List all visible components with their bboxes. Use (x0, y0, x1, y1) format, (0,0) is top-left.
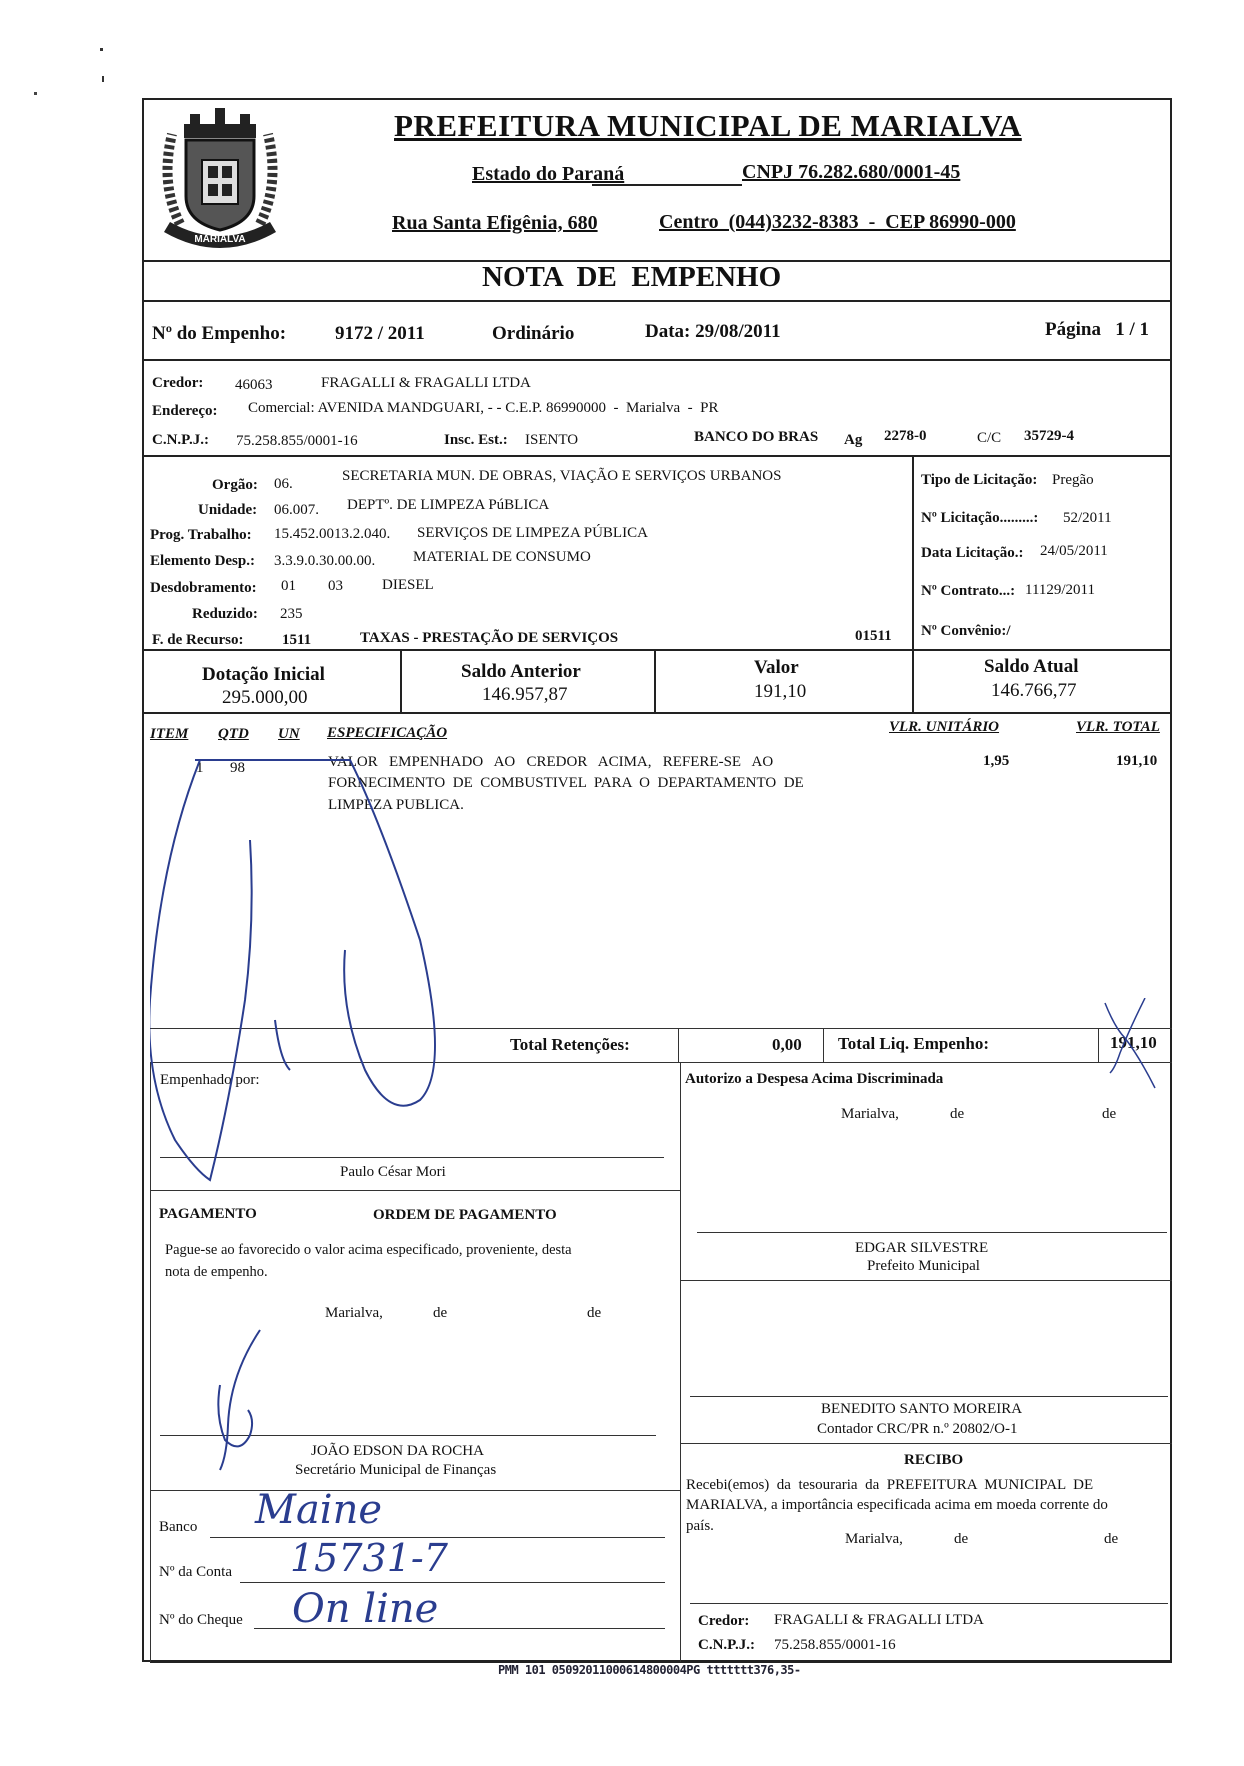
recibo-de-1: de (954, 1531, 969, 1547)
secretario-signature-scribble (200, 1325, 300, 1475)
recibo-line-1: Recebi(emos) da tesouraria da PREFEITURA MUNICIPAL DE (686, 1477, 1094, 1493)
dotacao-inicial-value: 295.000,00 (222, 687, 308, 708)
empenho-number-label: Nº do Empenho: (152, 323, 287, 344)
dotacao-inicial-label: Dotação Inicial (202, 664, 325, 685)
total-initials-scribble (1095, 998, 1165, 1093)
un-header: UN (278, 726, 300, 742)
divider (912, 455, 914, 649)
tipo-licitacao: Pregão (1052, 472, 1094, 488)
agency-number: 2278-0 (884, 428, 927, 444)
item-number: 1 (196, 760, 204, 776)
ordem-pagamento-label: ORDEM DE PAGAMENTO (373, 1207, 557, 1223)
fonte-code: 1511 (282, 632, 312, 648)
state-name: Estado do Paraná (472, 163, 625, 185)
credor-name: FRAGALLI & FRAGALLI LTDA (321, 375, 531, 391)
divider (142, 712, 1172, 714)
municipality-cnpj: CNPJ 76.282.680/0001-45 (742, 161, 961, 183)
vlr-total-header: VLR. TOTAL (1076, 719, 1160, 735)
secretario-role: Secretário Municipal de Finanças (295, 1462, 497, 1478)
divider (142, 455, 1172, 457)
total-retencoes-label: Total Retenções: (510, 1035, 630, 1054)
address-line: Rua Santa Efigênia, 680 (392, 212, 598, 234)
account-label: C/C (977, 430, 1002, 446)
credor-code: 46063 (235, 377, 273, 393)
account-number: 35729-4 (1024, 428, 1074, 444)
pagamento-text-line-1: Pague-se ao favorecido o valor acima especificado, proveniente, desta (165, 1242, 572, 1258)
contador-role: Contador CRC/PR n.º 20802/O-1 (817, 1421, 1018, 1437)
empenhado-por-label: Empenhado por: (160, 1072, 260, 1088)
conta-label: Nº da Conta (159, 1564, 232, 1580)
divider (912, 649, 914, 712)
empenho-type: Ordinário (492, 323, 575, 344)
total-retencoes-value: 0,00 (772, 1035, 802, 1054)
data-licitacao-label: Data Licitação.: (921, 545, 1024, 561)
fonte-label: F. de Recurso: (152, 632, 244, 648)
prog-name: SERVIÇOS DE LIMPEZA PÚBLICA (417, 525, 648, 541)
convenio-label: Nº Convênio:/ (921, 623, 1011, 639)
recibo-de-2: de (1104, 1531, 1119, 1547)
divider (400, 649, 402, 712)
pagamento-de-2: de (587, 1305, 602, 1321)
stray-mark (100, 48, 103, 51)
prefeito-role: Prefeito Municipal (867, 1258, 980, 1274)
saldo-anterior-label: Saldo Anterior (461, 661, 581, 682)
empenho-date: Data: 29/08/2011 (645, 321, 781, 342)
credor-label: Credor: (152, 375, 204, 391)
autorizo-city: Marialva, (841, 1106, 899, 1122)
divider (823, 1028, 824, 1062)
autorizo-label: Autorizo a Despesa Acima Discriminada (685, 1071, 944, 1087)
conta-handwritten: 15731-7 (290, 1536, 448, 1580)
recibo-line-3: país. (686, 1518, 714, 1534)
autorizo-de-1: de (950, 1106, 965, 1122)
recibo-cnpj: 75.258.855/0001-16 (774, 1637, 896, 1653)
pagamento-de-1: de (433, 1305, 448, 1321)
unidade-label: Unidade: (198, 502, 258, 518)
saldo-atual-label: Saldo Atual (984, 656, 1079, 677)
address-label: Endereço: (152, 403, 218, 419)
contador-name: BENEDITO SANTO MOREIRA (821, 1401, 1023, 1417)
recibo-line-2: MARIALVA, a importância especificada acima em moeda corrente do (686, 1497, 1108, 1513)
prefeito-name: EDGAR SILVESTRE (855, 1240, 989, 1256)
numero-licitacao-label: Nº Licitação.........: (921, 510, 1039, 526)
contrato-number: 11129/2011 (1025, 582, 1095, 598)
page-number: Página 1 / 1 (1045, 319, 1149, 340)
pagamento-text-line-2: nota de empenho. (165, 1264, 268, 1280)
divider (678, 1028, 679, 1062)
pagamento-city: Marialva, (325, 1305, 383, 1321)
desdobramento-label: Desdobramento: (150, 580, 257, 596)
recibo-cnpj-label: C.N.P.J.: (698, 1637, 755, 1653)
signature-line (690, 1603, 1168, 1604)
contact-line: Centro (044)3232-8383 - CEP 86990-000 (659, 211, 1016, 233)
municipal-crest-icon (150, 104, 290, 262)
numero-licitacao: 52/2011 (1063, 510, 1112, 526)
unidade-name: DEPTº. DE LIMPEZA PúBLICA (347, 497, 550, 513)
item-header: ITEM (150, 726, 189, 742)
vlr-unitario-header: VLR. UNITÁRIO (889, 719, 1000, 735)
cheque-handwritten: On line (292, 1586, 439, 1632)
autorizo-de-2: de (1102, 1106, 1117, 1122)
data-licitacao: 24/05/2011 (1040, 543, 1108, 559)
fonte-name: TAXAS - PRESTAÇÃO DE SERVIÇOS (360, 630, 619, 646)
cheque-label: Nº do Cheque (159, 1612, 243, 1628)
underline (592, 184, 742, 186)
reduzido-label: Reduzido: (192, 606, 258, 622)
page-title: PREFEITURA MUNICIPAL DE MARIALVA (394, 108, 1022, 143)
especificacao-header: ESPECIFICAÇÃO (327, 725, 448, 741)
signature-line (697, 1232, 1167, 1233)
empenho-signature-scribble (150, 740, 450, 1190)
elemento-label: Elemento Desp.: (150, 553, 255, 569)
document-title: NOTA DE EMPENHO (482, 261, 782, 293)
elemento-code: 3.3.9.0.30.00.00. (274, 553, 376, 569)
unidade-code: 06.007. (274, 502, 319, 518)
item-total-value: 191,10 (1116, 753, 1158, 769)
secretario-name: JOÃO EDSON DA ROCHA (311, 1443, 484, 1459)
divider (680, 1062, 681, 1662)
qtd-header: QTD (218, 726, 249, 742)
empenhado-por-name: Paulo César Mori (340, 1164, 446, 1180)
banco-label: Banco (159, 1519, 198, 1535)
saldo-anterior-value: 146.957,87 (482, 684, 568, 705)
cnpj-label: C.N.P.J.: (152, 432, 209, 448)
ie-label: Insc. Est.: (444, 432, 508, 448)
signature-line (690, 1396, 1168, 1397)
banco-handwritten: Maine (255, 1487, 383, 1533)
crest-ribbon-text: MARIALVA (194, 234, 246, 245)
desdobramento-code-2: 03 (328, 578, 343, 594)
valor-value: 191,10 (754, 681, 807, 702)
credor-cnpj: 75.258.855/0001-16 (236, 433, 358, 449)
item-desc-line-2: FORNECIMENTO DE COMBUSTIVEL PARA O DEPARTAMENTO DE (328, 775, 804, 791)
saldo-atual-value: 146.766,77 (991, 680, 1077, 701)
credor-ie: ISENTO (525, 432, 579, 448)
divider (680, 1443, 1172, 1444)
reduzido-code: 235 (280, 606, 303, 622)
divider (150, 1490, 680, 1491)
prog-code: 15.452.0013.2.040. (274, 526, 391, 542)
credor-address: Comercial: AVENIDA MANDGUARI, - - C.E.P. 86990000 - Marialva - PR (248, 400, 719, 416)
divider (680, 1280, 1172, 1281)
divider (654, 649, 656, 712)
orgao-code: 06. (274, 476, 293, 492)
item-desc-line-3: LIMPEZA PUBLICA. (328, 797, 464, 813)
footer-code: PMM 101 05092011000614800004PG ttttttt376,35- (498, 1663, 801, 1677)
divider (142, 300, 1172, 302)
orgao-label: Orgão: (212, 477, 258, 493)
item-unit-value: 1,95 (983, 753, 1010, 769)
bank-name: BANCO DO BRAS (694, 429, 819, 445)
divider (150, 1190, 680, 1191)
fonte-ref: 01511 (855, 628, 892, 644)
tipo-licitacao-label: Tipo de Licitação: (921, 472, 1038, 488)
agency-label: Ag (844, 432, 863, 448)
recibo-title: RECIBO (904, 1452, 964, 1468)
contrato-label: Nº Contrato...: (921, 583, 1016, 599)
valor-label: Valor (754, 657, 799, 678)
elemento-name: MATERIAL DE CONSUMO (413, 549, 591, 565)
total-liquido-label: Total Liq. Empenho: (838, 1034, 989, 1053)
orgao-name: SECRETARIA MUN. DE OBRAS, VIAÇÃO E SERVIÇOS URBANOS (342, 468, 782, 484)
item-qtd: 98 (230, 760, 245, 776)
item-desc-line-1: VALOR EMPENHADO AO CREDOR ACIMA, REFERE-SE AO (328, 754, 774, 770)
divider (142, 359, 1172, 361)
recibo-credor-name: FRAGALLI & FRAGALLI LTDA (774, 1612, 984, 1628)
stray-mark (34, 92, 37, 95)
desdobramento-code-1: 01 (281, 578, 296, 594)
divider (142, 649, 1172, 651)
pagamento-label: PAGAMENTO (159, 1206, 257, 1222)
stray-mark (102, 76, 104, 82)
prog-label: Prog. Trabalho: (150, 527, 252, 543)
recibo-city: Marialva, (845, 1531, 903, 1547)
empenho-number: 9172 / 2011 (335, 323, 425, 344)
conta-field-line (240, 1582, 665, 1583)
total-liquido-value: 191,10 (1110, 1033, 1157, 1052)
desdobramento-name: DIESEL (382, 577, 434, 593)
recibo-credor-label: Credor: (698, 1613, 750, 1629)
